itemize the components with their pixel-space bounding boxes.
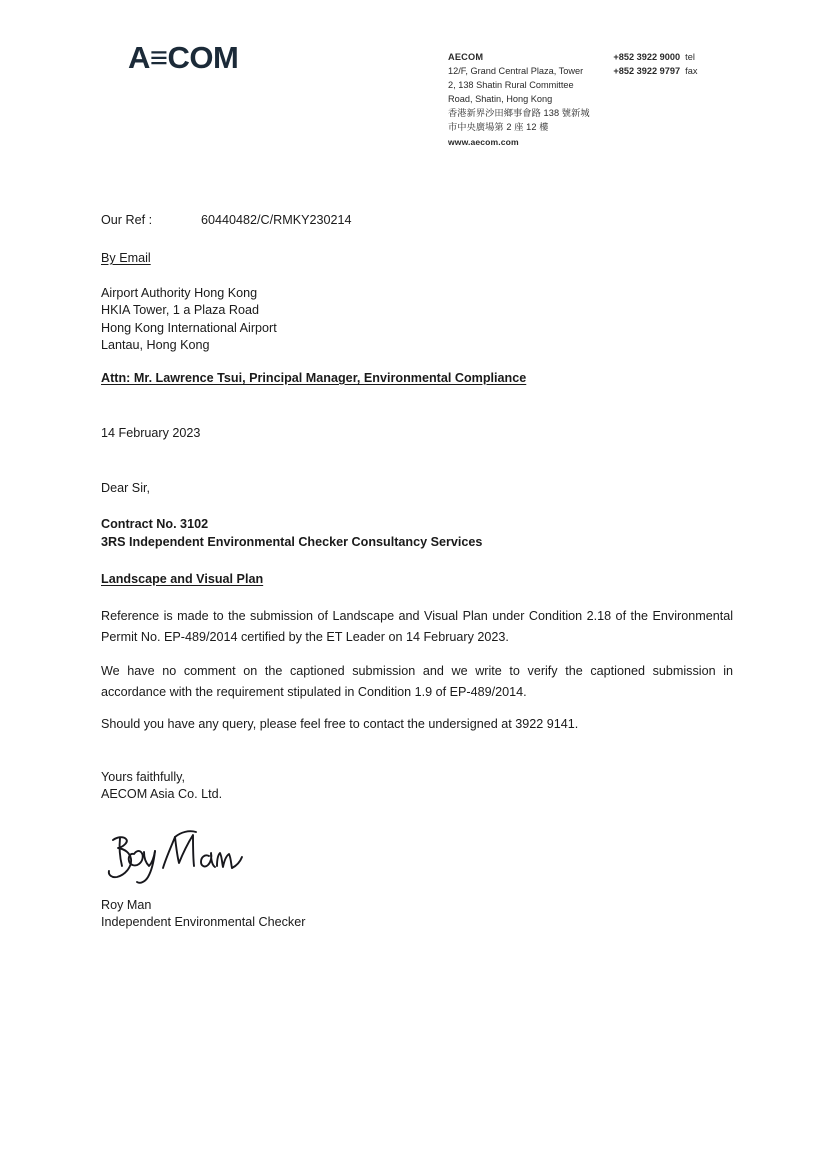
- letterhead-address-line-2: 2, 138 Shatin Rural Committee: [448, 80, 574, 91]
- letterhead-fax-number: +852 3922 9797: [613, 66, 681, 77]
- closing-line-2: AECOM Asia Co. Ltd.: [101, 787, 223, 802]
- body-paragraph-2: We have no comment on the captioned submission and we write to verify the captioned submission in accordance with the requirement stipulated in Condition 1.9 of EP-489/2014.: [101, 664, 733, 699]
- recipient-line-4: Lantau, Hong Kong: [101, 338, 210, 353]
- reference-row: [101, 212, 352, 229]
- letterhead-address-cn-line-2: 市中央廣場第 2 座 12 樓: [448, 122, 549, 133]
- contract-line-1: Contract No. 3102: [101, 517, 209, 531]
- contract-title: [101, 515, 482, 551]
- letterhead-tel-label: tel: [685, 52, 695, 62]
- recipient-address: [101, 285, 277, 355]
- letterhead-block: [448, 50, 738, 149]
- letterhead-address-cn-line-1: 香港新界沙田鄉事會路 138 號新城: [448, 108, 590, 119]
- signoff-block: [101, 897, 305, 932]
- delivery-method: By Email: [101, 251, 151, 265]
- signer-title: Independent Environmental Checker: [101, 915, 306, 930]
- letterhead-company: AECOM: [448, 52, 484, 62]
- closing-line-1: Yours faithfully,: [101, 770, 186, 784]
- body-paragraph-3: Should you have any query, please feel free to contact the undersigned at 3922 9141.: [101, 717, 579, 731]
- reference-label: Our Ref :: [101, 213, 153, 227]
- letterhead-address: [448, 50, 601, 149]
- subject-line: Landscape and Visual Plan: [101, 572, 264, 586]
- reference-value: 60440482/C/RMKY230214: [201, 213, 352, 227]
- letterhead-address-line-1: 12/F, Grand Central Plaza, Tower: [448, 66, 584, 77]
- signer-name: Roy Man: [101, 898, 152, 912]
- letterhead-fax-label: fax: [685, 66, 698, 77]
- closing-block: [101, 769, 222, 804]
- recipient-line-2: HKIA Tower, 1 a Plaza Road: [101, 303, 259, 318]
- letterhead-website: www.aecom.com: [448, 136, 519, 147]
- recipient-line-1: Airport Authority Hong Kong: [101, 286, 258, 300]
- letterhead-address-line-3: Road, Shatin, Hong Kong: [448, 94, 553, 105]
- aecom-logo: A≡COM: [128, 40, 239, 75]
- body-paragraph-1: Reference is made to the submission of Landscape and Visual Plan under Condition 2.18 of the Environmental Permit No. EP-489/2014 certified by the ET Leader on 14 February 2023.: [101, 609, 733, 644]
- handwritten-signature: [103, 822, 303, 894]
- letterhead-tel-number: +852 3922 9000: [613, 52, 681, 62]
- salutation: Dear Sir,: [101, 481, 150, 495]
- letterhead-tel: [613, 50, 738, 64]
- attention-line: Attn: Mr. Lawrence Tsui, Principal Manager, Environmental Compliance: [101, 371, 527, 385]
- recipient-line-3: Hong Kong International Airport: [101, 320, 277, 335]
- letterhead-fax: [613, 64, 738, 78]
- letterhead-contacts: [601, 50, 738, 78]
- letter-date: 14 February 2023: [101, 426, 201, 440]
- contract-line-2: 3RS Independent Environmental Checker Consultancy Services: [101, 535, 483, 549]
